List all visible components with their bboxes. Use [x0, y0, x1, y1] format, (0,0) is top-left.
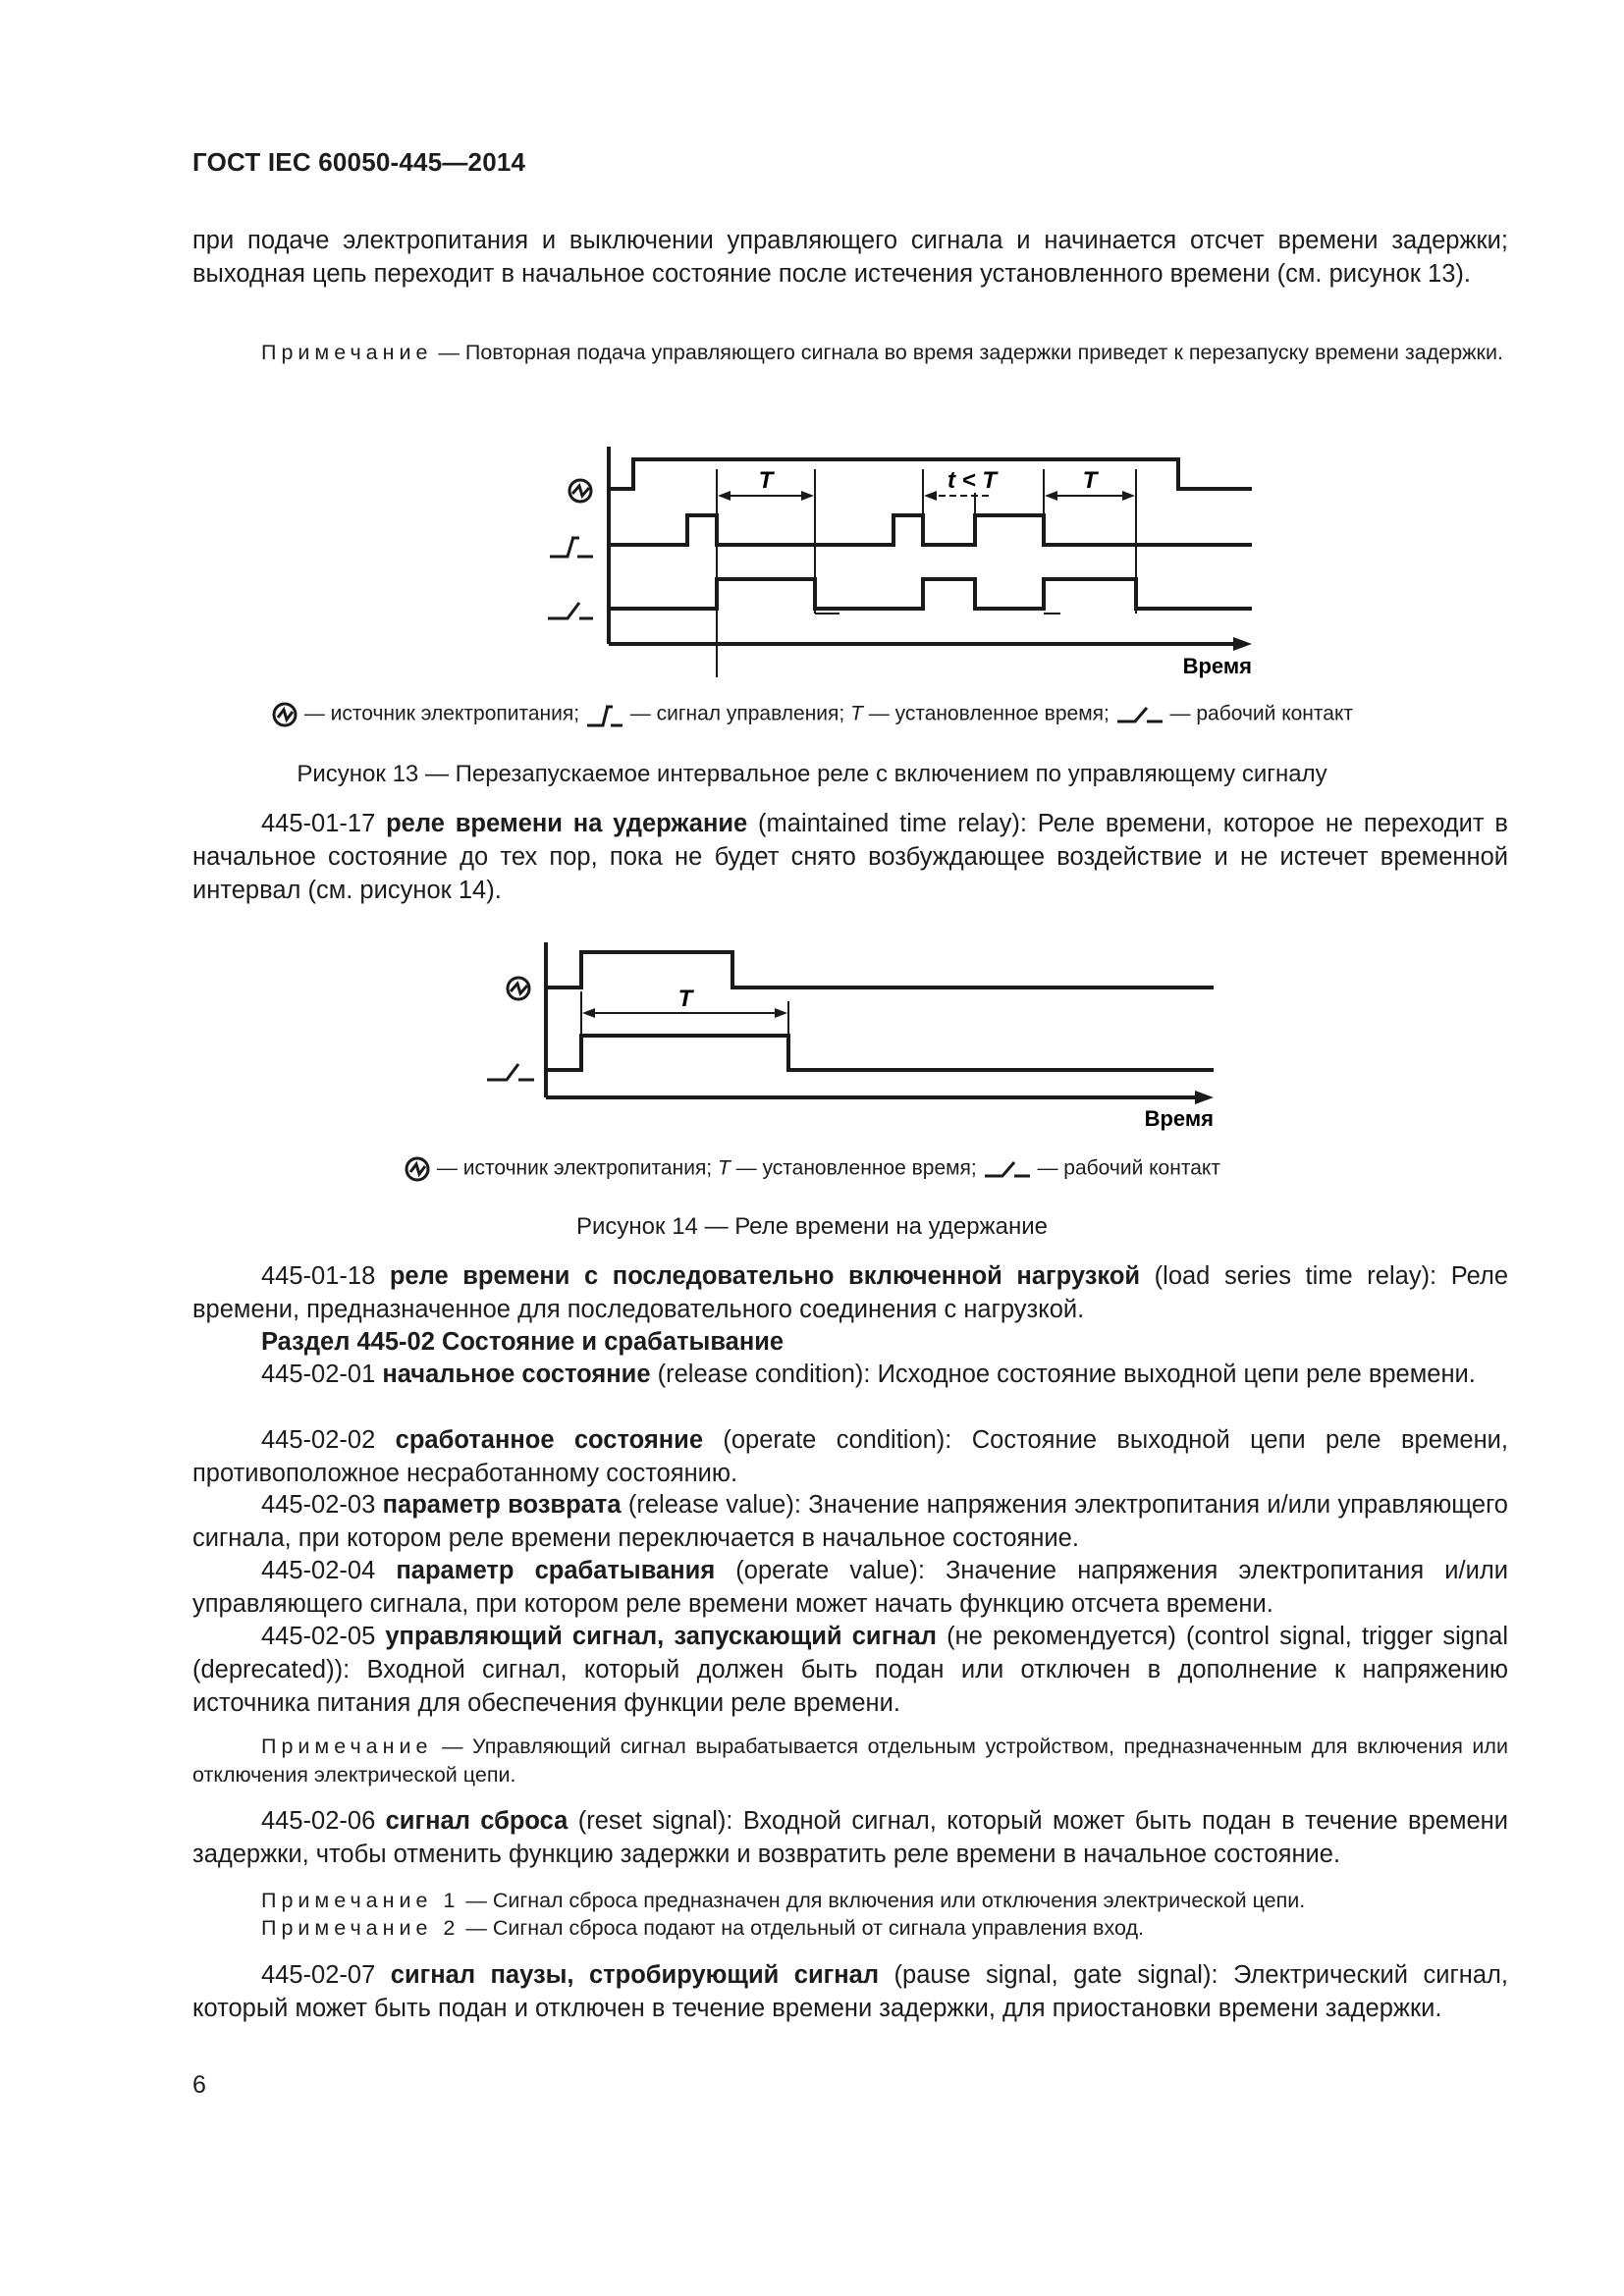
term-number: 445-02-05: [261, 1623, 386, 1650]
legend-control-text: — сигнал управления;: [629, 702, 845, 725]
t-label: T: [677, 986, 693, 1012]
control-signal-icon: [550, 537, 593, 557]
legend-power-text: — источник электропитания;: [436, 1156, 713, 1180]
term-number: 445-02-06: [261, 1807, 386, 1835]
term-title: сигнал сброса: [385, 1807, 568, 1835]
term-text: (pause signal, gate signal): Электрический сигнал, который может быть подан и отключен в течение времени задержки, для приостановки времени задержки.: [192, 1961, 1509, 2022]
t-label-1: T: [758, 467, 774, 494]
power-signal-line: [546, 952, 1214, 988]
note-label: Примечание: [261, 341, 433, 364]
term-445-02-05: [192, 1620, 1508, 1720]
note-label: Примечание: [261, 1735, 433, 1758]
term-445-02-06: [192, 1804, 1508, 1871]
power-signal-line: [609, 459, 1252, 489]
figure-13-caption: Рисунок 13 — Перезапускаемое интервальное реле с включением по управляющему сигналу: [297, 761, 1327, 787]
note-text: — Повторная подача управляющего сигнала во время задержки приведет к перезапуску времени задержки.: [432, 341, 1503, 364]
t-label-2: T: [1082, 467, 1098, 494]
contact-signal-line: [546, 1036, 1214, 1070]
term-text: (maintained time relay): Реле времени, которое не переходит в начальное состояние до тех пор, пока не будет снято возбуждающее воздействие и не истечет временной интервал (см. рисунок 14).: [192, 810, 1508, 904]
document-header: ГОСТ IEC 60050-445—2014: [192, 147, 526, 177]
time-axis-arrow: [1233, 637, 1252, 651]
term-number: 445-02-01: [261, 1361, 383, 1388]
contact-icon: [1115, 702, 1164, 727]
note-1: [192, 339, 1508, 367]
note-3-2: [192, 1914, 1508, 1943]
legend-t-symbol: T: [718, 1156, 731, 1180]
section-heading: [192, 1325, 1508, 1359]
legend-power-text: — источник электропитания;: [303, 702, 580, 725]
term-text: (operate value): Значение напряжения электропитания и/или управляющего сигнала, при котором реле времени может начать функцию отсчета времени.: [192, 1557, 1508, 1618]
term-title: реле времени с последовательно включенной нагрузкой: [389, 1262, 1141, 1290]
power-supply-icon: [271, 701, 298, 728]
term-number: 445-02-07: [261, 1961, 391, 1989]
term-text: (load series time relay): Реле времени, предназначенное для последовательного соединения с нагрузкой.: [192, 1262, 1509, 1323]
term-445-02-02: [192, 1423, 1508, 1490]
term-title: параметр возврата: [382, 1491, 622, 1519]
figure-14-caption: Рисунок 14 — Реле времени на удержание: [576, 1213, 1048, 1240]
power-supply-icon: [508, 978, 529, 999]
note-text: — Сигнал сброса подают на отдельный от сигнала управления вход.: [460, 1916, 1144, 1940]
note-label: Примечание 2: [261, 1916, 460, 1940]
term-number: 445-01-18: [261, 1262, 390, 1290]
legend-t-text: — установленное время;: [868, 702, 1110, 725]
term-title: начальное состояние: [382, 1361, 651, 1388]
power-supply-icon: [569, 480, 591, 502]
term-445-02-04: [192, 1554, 1508, 1621]
term-text: (release condition): Исходное состояние выходной цепи реле времени.: [650, 1361, 1476, 1388]
note-text: — Сигнал сброса предназначен для включения или отключения электрической цепи.: [460, 1889, 1306, 1912]
contact-signal-line: [609, 579, 1252, 609]
note-3-1: [192, 1887, 1508, 1915]
legend-contact-text: — рабочий контакт: [1037, 1156, 1220, 1180]
time-axis-arrow: [1195, 1091, 1214, 1104]
time-axis-label: Время: [1144, 1106, 1214, 1131]
power-supply-icon: [404, 1155, 431, 1183]
figure-14-timing-diagram: [471, 933, 1237, 1139]
term-text: (operate condition): Состояние выходной цепи реле времени, противоположное несработанному состоянию.: [192, 1426, 1508, 1487]
term-title: управляющий сигнал, запускающий сигнал: [385, 1623, 937, 1650]
legend-t-text: — установленное время;: [735, 1156, 977, 1180]
term-title: сработанное состояние: [395, 1426, 704, 1454]
term-number: 445-02-02: [261, 1426, 396, 1454]
term-text: (reset signal): Входной сигнал, который может быть подан в течение времени задержки, чтобы отменить функцию задержки и возвратить реле времени в начальное состояние.: [192, 1807, 1508, 1868]
term-text: (не рекомендуется) (control signal, trigger signal (deprecated)): Входной сигнал, который должен быть подан или отключен в дополнение к напряжению источника питания для обеспечения функции реле времени.: [192, 1623, 1508, 1717]
term-title: параметр срабатывания: [396, 1557, 716, 1584]
time-axis-label: Время: [1182, 654, 1252, 678]
control-signal-line: [609, 515, 1252, 545]
contact-icon: [548, 603, 593, 618]
legend-t-symbol: T: [850, 702, 863, 725]
figure-14-legend: [0, 1155, 1624, 1183]
note-text: — Управляющий сигнал вырабатывается отдельным устройством, предназначенным для включения или отключения электрической цепи.: [192, 1735, 1508, 1787]
figure-13-legend: [0, 700, 1624, 729]
term-445-02-07: [192, 1958, 1508, 2025]
page-number: 6: [192, 2071, 206, 2099]
term-text: (release value): Значение напряжения электропитания и/или управляющего сигнала, при котором реле времени переключается в начальное состояние.: [192, 1491, 1508, 1552]
term-445-02-01: [192, 1358, 1508, 1391]
legend-contact-text: — рабочий контакт: [1169, 702, 1354, 725]
term-title: сигнал паузы, стробирующий сигнал: [390, 1961, 880, 1989]
contact-icon: [487, 1064, 534, 1080]
note-label: Примечание 1: [261, 1889, 460, 1912]
intro-paragraph: при подаче электропитания и выключении управляющего сигнала и начинается отсчет времени задержки; выходная цепь переходит в начальное состояние после истечения установленного времени (см. рисунок 13).: [192, 227, 1508, 288]
figure-13-timing-diagram: [530, 442, 1276, 687]
section-title: Раздел 445-02 Состояние и срабатывание: [261, 1328, 785, 1356]
contact-icon: [983, 1156, 1032, 1182]
term-445-01-17: [192, 807, 1508, 907]
term-445-01-18: [192, 1259, 1508, 1326]
term-445-02-03: [192, 1488, 1508, 1555]
t-less-than-t-label: t < T: [947, 467, 998, 494]
term-number: 445-02-03: [261, 1491, 383, 1519]
control-signal-icon: [585, 700, 624, 729]
note-2: [192, 1733, 1508, 1789]
term-number: 445-02-04: [261, 1557, 397, 1584]
term-number: 445-01-17: [261, 810, 387, 837]
term-title: реле времени на удержание: [386, 810, 748, 837]
